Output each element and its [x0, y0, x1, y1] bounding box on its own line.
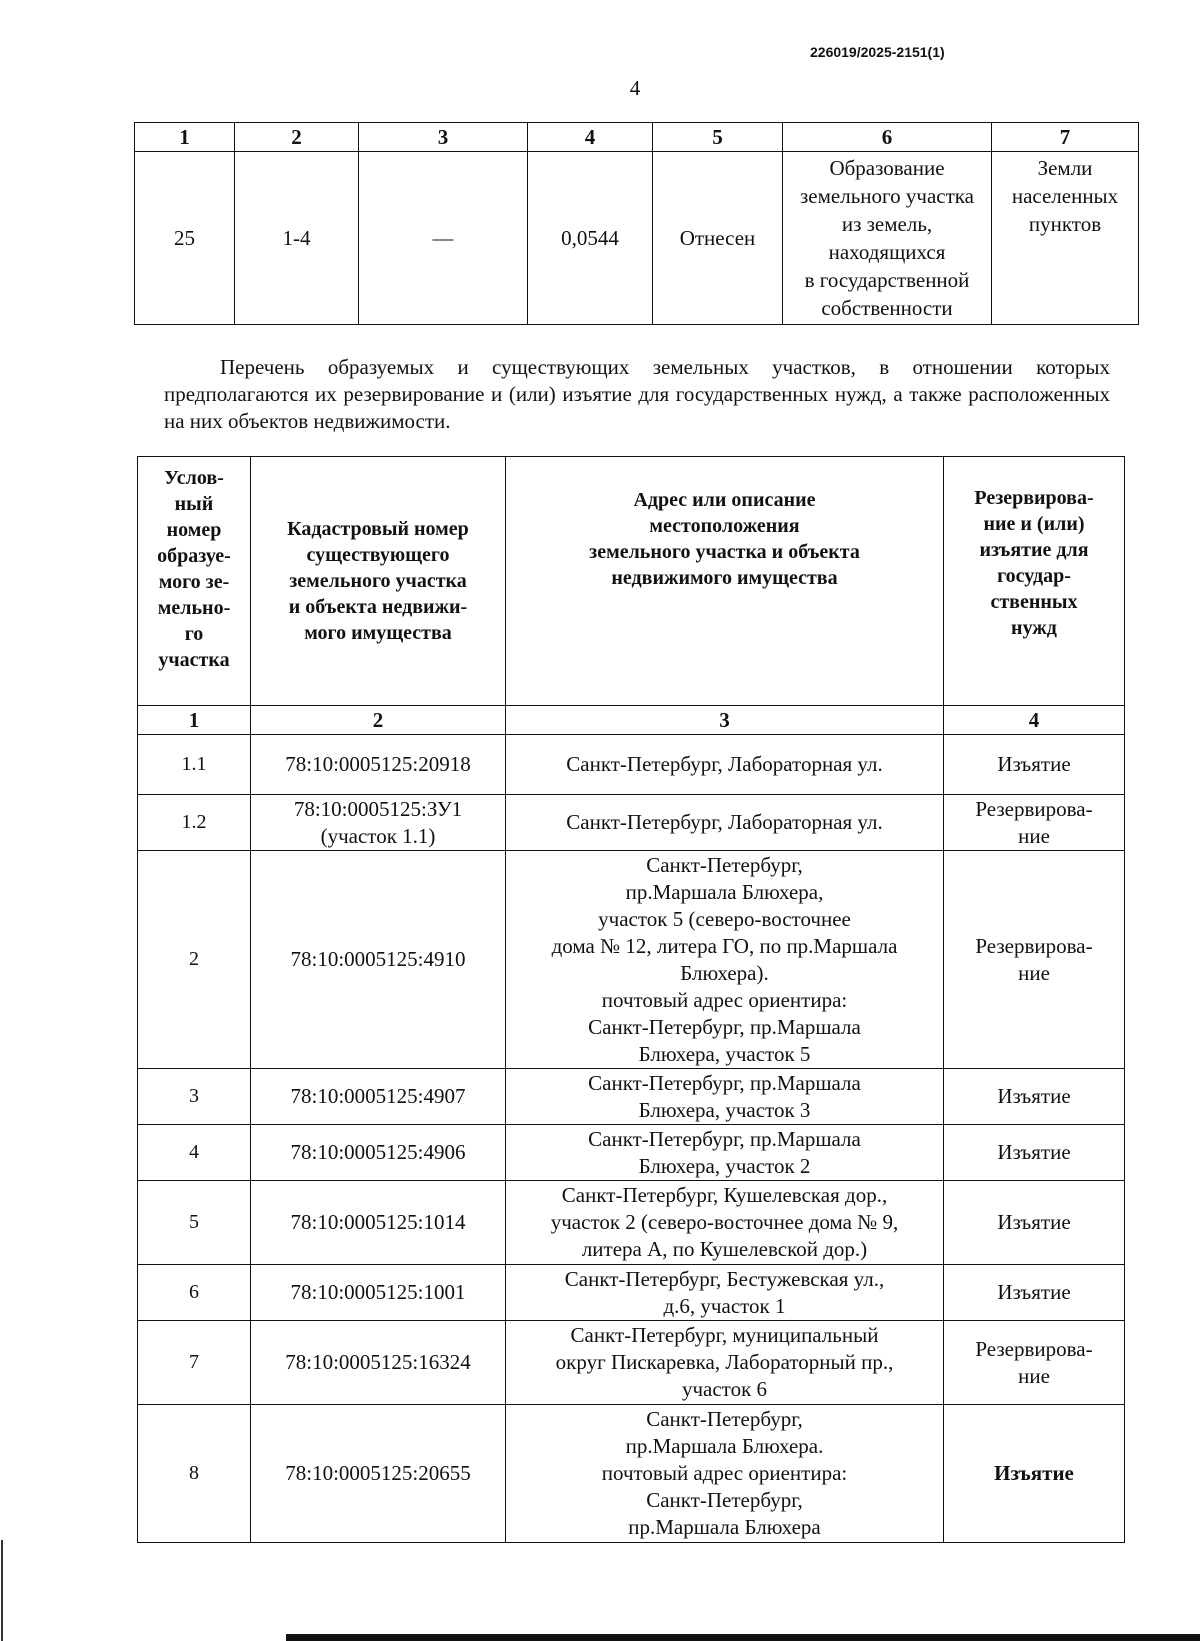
text-line: государ- [997, 565, 1071, 587]
text-line: участок 5 (северо-восточнее [598, 906, 851, 931]
scan-edge-bar [286, 1634, 1200, 1641]
text-line: (участок 1.1) [320, 823, 436, 848]
text-line: округ Пискаревка, Лабораторный пр., [555, 1350, 894, 1374]
text-line: Изъятие [997, 1210, 1071, 1234]
reservation-type [944, 851, 1125, 1069]
plot-number: 25 [135, 152, 235, 325]
text-line: 78:10:0005125:1014 [290, 1210, 466, 1234]
text-line: образуе- [157, 545, 231, 567]
address [506, 1125, 944, 1181]
column-number: 4 [528, 123, 653, 152]
cadastral-number [251, 1265, 506, 1321]
header-cadastral-number [251, 457, 506, 706]
text-line: изъятие для [979, 539, 1089, 561]
text-line: литера А, по Кушелевской дор.) [581, 1237, 868, 1261]
address [506, 1181, 944, 1265]
text-line: нужд [1011, 617, 1057, 639]
text-line: ние [1018, 960, 1050, 985]
text-line: почтовый адрес ориентира: [601, 987, 848, 1012]
text-line: Кадастровый номер [287, 518, 469, 540]
intro-paragraph [164, 354, 1110, 435]
text-line: 78:10:0005125:4910 [290, 947, 466, 971]
table-reservation-list [137, 456, 1125, 1543]
cadastral-number [251, 851, 506, 1069]
text-line: Санкт-Петербург, [646, 852, 803, 877]
table-row [138, 851, 1125, 1069]
table-row [138, 1405, 1125, 1543]
table-row [138, 1069, 1125, 1125]
address [506, 1405, 944, 1543]
reservation-type [944, 735, 1125, 795]
table-row [135, 152, 1139, 325]
paragraph-text: Перечень образуемых и существующих земельных участков, в отношении которых предполагаются их резервирование и (или) изъятие для государственных нужд, а также расположенных на них объектов недвижимости. [164, 355, 1110, 433]
area-cell: 0,0544 [528, 152, 653, 325]
table-row [138, 1125, 1125, 1181]
column-number: 7 [992, 123, 1139, 152]
reservation-type [944, 1265, 1125, 1321]
plot-number: 2 [138, 851, 251, 1069]
address [506, 851, 944, 1069]
reservation-type [944, 1181, 1125, 1265]
address [506, 735, 944, 795]
table-header-row [138, 457, 1125, 706]
text-line: д.6, участок 1 [663, 1293, 786, 1318]
text-line: мого зе- [158, 571, 230, 593]
cadastral-number [251, 795, 506, 851]
text-line: Блюхера, участок 2 [638, 1153, 811, 1178]
table-header-row [135, 123, 1139, 152]
column-number: 3 [359, 123, 528, 152]
text-line: местоположения [649, 515, 800, 537]
table-row [138, 735, 1125, 795]
column-number: 1 [138, 706, 251, 735]
formation-method-cell [783, 152, 992, 325]
column-number: 3 [506, 706, 944, 735]
reservation-type [944, 1321, 1125, 1405]
table-land-plot-formation [134, 122, 1139, 325]
address [506, 1321, 944, 1405]
text-line: почтовый адрес ориентира: [601, 1461, 848, 1485]
plot-number: 1.2 [138, 795, 251, 851]
plot-number: 7 [138, 1321, 251, 1405]
plot-number: 1.1 [138, 735, 251, 795]
column-number: 1 [135, 123, 235, 152]
text-line: 78:10:0005125:16324 [285, 1350, 471, 1374]
text-line: Образование [829, 156, 945, 180]
status-cell: Отнесен [653, 152, 783, 325]
header-reservation [944, 457, 1125, 706]
table-row [138, 1181, 1125, 1265]
text-line: пр.Маршала Блюхера. [625, 1434, 824, 1458]
text-line: Резервирова- [975, 796, 1093, 821]
text-line: населенных [1011, 184, 1119, 208]
cadastral-number [251, 735, 506, 795]
text-line: из земель, [841, 212, 933, 236]
cadastral-cell: — [359, 152, 528, 325]
text-line: 78:10:0005125:20918 [285, 752, 471, 776]
reservation-type [944, 795, 1125, 851]
text-line: Санкт-Петербург, Лабораторная ул. [566, 752, 883, 776]
source-plots: 1-4 [235, 152, 359, 325]
text-line: Санкт-Петербург, [646, 1407, 803, 1431]
reservation-type [944, 1125, 1125, 1181]
scan-edge-line [1, 1540, 3, 1641]
text-line: ние и (или) [983, 513, 1085, 535]
text-line: ние [1018, 823, 1050, 848]
cadastral-number [251, 1069, 506, 1125]
table-row [138, 1265, 1125, 1321]
text-line: го [184, 623, 204, 645]
text-line: дома № 12, литера ГО, по пр.Маршала [551, 933, 898, 958]
text-line: Блюхера). [680, 960, 769, 985]
text-line: 78:10:0005125:4906 [290, 1140, 466, 1164]
text-line: 78:10:0005125:4907 [290, 1084, 466, 1108]
text-line: пр.Маршала Блюхера [628, 1515, 821, 1539]
text-line: Изъятие [997, 1140, 1071, 1164]
text-line: Санкт-Петербург, пр.Маршала [588, 1014, 861, 1039]
cadastral-number [251, 1405, 506, 1543]
text-line: земельного участка [800, 184, 974, 208]
text-line: мого имущества [304, 622, 452, 644]
table-row [138, 795, 1125, 851]
text-line: ный [174, 493, 214, 515]
column-number-row [138, 706, 1125, 735]
address [506, 1265, 944, 1321]
address [506, 795, 944, 851]
cadastral-number [251, 1125, 506, 1181]
column-number: 2 [251, 706, 506, 735]
text-line: собственности [821, 296, 953, 320]
page-number: 4 [629, 76, 641, 100]
text-line: земельного участка [289, 570, 467, 592]
text-line: Услов- [164, 467, 224, 489]
plot-number: 4 [138, 1125, 251, 1181]
cadastral-number [251, 1321, 506, 1405]
text-line: участок 2 (северо-восточнее дома № 9, [550, 1210, 899, 1234]
text-line: Санкт-Петербург, Кушелевская дор., [561, 1183, 888, 1207]
reservation-type [944, 1069, 1125, 1125]
plot-number: 8 [138, 1405, 251, 1543]
text-line: недвижимого имущества [611, 567, 838, 589]
text-line: Резервирова- [975, 933, 1093, 958]
text-line: Резервирова- [974, 487, 1094, 509]
text-line: находящихся [828, 240, 946, 264]
table-row [138, 1321, 1125, 1405]
plot-number: 6 [138, 1265, 251, 1321]
text-line: 78:10:0005125:1001 [290, 1280, 466, 1304]
text-line: участка [158, 649, 230, 671]
text-line: Резервирова- [975, 1336, 1093, 1361]
document-id: 226019/2025-2151(1) [810, 44, 945, 60]
text-line: пр.Маршала Блюхера, [625, 879, 824, 904]
text-line: пунктов [1028, 212, 1102, 236]
text-line: Санкт-Петербург, Лабораторная ул. [566, 810, 883, 834]
text-line: номер [166, 519, 222, 541]
text-line: Адрес или описание [633, 489, 816, 511]
land-category-cell [992, 152, 1139, 325]
text-line: Санкт-Петербург, [646, 1488, 803, 1512]
column-number: 5 [653, 123, 783, 152]
plot-number: 3 [138, 1069, 251, 1125]
text-line: мельно- [157, 597, 231, 619]
text-line: Изъятие [994, 1461, 1074, 1485]
text-line: Блюхера, участок 5 [638, 1041, 811, 1066]
text-line: Изъятие [997, 1280, 1071, 1304]
column-number: 2 [235, 123, 359, 152]
text-line: Санкт-Петербург, пр.Маршала [588, 1126, 861, 1151]
column-number: 6 [783, 123, 992, 152]
header-address [506, 457, 944, 706]
text-line: Санкт-Петербург, Бестужевская ул., [564, 1266, 885, 1291]
text-line: ние [1018, 1363, 1050, 1388]
text-line: 78:10:0005125:20655 [285, 1461, 471, 1485]
address [506, 1069, 944, 1125]
text-line: участок 6 [681, 1377, 768, 1401]
plot-number: 5 [138, 1181, 251, 1265]
text-line: Санкт-Петербург, пр.Маршала [588, 1070, 861, 1095]
text-line: в государственной [804, 268, 970, 292]
text-line: Земли [1037, 156, 1093, 180]
text-line: Изъятие [997, 752, 1071, 776]
text-line: земельного участка и объекта [589, 541, 860, 563]
text-line: существующего [306, 544, 450, 566]
text-line: Блюхера, участок 3 [638, 1097, 811, 1122]
text-line: и объекта недвижи- [288, 596, 468, 618]
cadastral-number [251, 1181, 506, 1265]
reservation-type [944, 1405, 1125, 1543]
text-line: Санкт-Петербург, муниципальный [570, 1323, 879, 1347]
header-plot-number [138, 457, 251, 706]
text-line: ственных [990, 591, 1078, 613]
text-line: Изъятие [997, 1084, 1071, 1108]
text-line: 78:10:0005125:ЗУ1 [293, 796, 463, 821]
column-number: 4 [944, 706, 1125, 735]
